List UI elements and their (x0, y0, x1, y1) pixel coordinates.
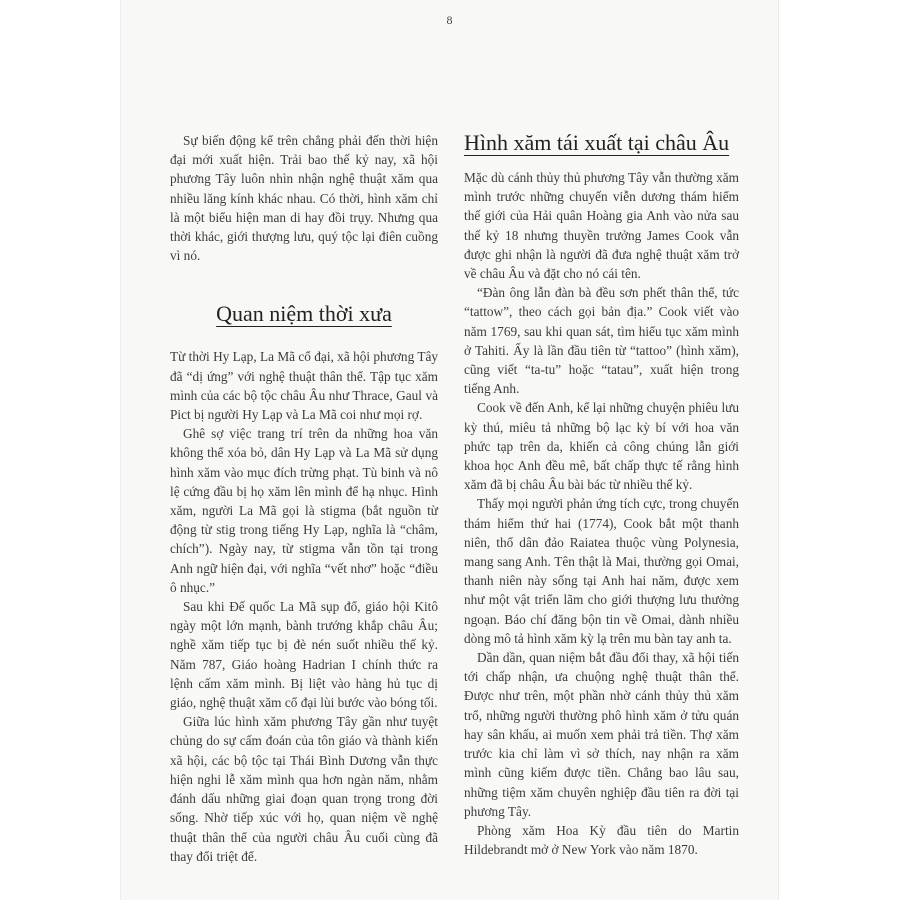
intro-paragraph: Sự biến động kể trên chẳng phải đến thời hiện đại mới xuất hiện. Trải bao thế kỷ nay, xã hội phương Tây luôn nhìn nhận nghệ thuật xăm qua nhiều lăng kính khác nhau. Có thời, hình xăm chỉ là một biểu hiện man di hay đồi trụy. Nhưng qua thời khác, giới thượng lưu, quý tộc lại điên cuồng vì nó. (170, 133, 438, 264)
body-paragraph: Phòng xăm Hoa Kỳ đầu tiên do Martin Hildebrandt mở ở New York vào năm 1870. (464, 822, 739, 858)
book-page (121, 0, 778, 900)
body-paragraph: Mặc dù cánh thủy thủ phương Tây vẫn thường xăm mình trước những chuyến viễn dương thám hiểm thế giới của Hải quân Hoàng gia Anh vào nửa sau thế kỷ 18 nhưng thuyền trưởng James Cook vẫn được ghi nhận là người đã đưa nghệ thuật xăm trở về châu Âu và đặt cho nó cái tên. (464, 170, 739, 282)
left-column (170, 131, 438, 866)
right-column (464, 130, 739, 859)
body-paragraph: Ghê sợ việc trang trí trên da những hoa văn không thể xóa bỏ, dân Hy Lạp và La Mã sử dụng hình xăm vào mục đích trừng phạt. Tù binh và nô lệ cứng đầu bị họ xăm lên mình để hạ nhục. Hình xăm, người La Mã gọi là stigma (bắt nguồn từ động từ stig trong tiếng Hy Lạp, nghĩa là “châm, chích”). Ngày nay, từ stigma vẫn tồn tại trong Anh ngữ hiện đại, với nghĩa “vết nhơ” hoặc “điều ô nhục.” (170, 426, 438, 595)
section-heading-ancient-views: Quan niệm thời xưa (216, 301, 392, 327)
body-paragraph: Giữa lúc hình xăm phương Tây gần như tuyệt chủng do sự cấm đoán của tôn giáo và thành kiến xã hội, các bộ tộc tại Thái Bình Dương vẫn thực hiện nghi lễ xăm mình qua hơn ngàn năm, nhằm đánh dấu những giai đoạn quan trọng trong đời sống. Nhờ tiếp xúc với họ, quan niệm về nghệ thuật thân thể của người châu Âu cuối cùng đã thay đổi triệt để. (170, 714, 438, 864)
page-number: 8 (446, 13, 453, 27)
body-paragraph: “Đàn ông lẫn đàn bà đều sơn phết thân thể, tức “tattow”, theo cách gọi bản địa.” Cook viết vào năm 1769, sau khi quan sát, tìm hiểu tục xăm mình ở Tahiti. Ấy là lần đầu tiên từ “tattoo” (hình xăm), cũng viết “ta-tu” hoặc “tatau”, xuất hiện trong tiếng Anh. (464, 285, 739, 397)
section-heading-tattoo-return: Hình xăm tái xuất tại châu Âu (464, 130, 730, 155)
body-paragraph: Thấy mọi người phản ứng tích cực, trong chuyến thám hiểm thứ hai (1774), Cook bắt một thanh niên, thổ dân đảo Raiatea thuộc vùng Polynesia, mang sang Anh. Tên thật là Mai, thường gọi Omai, thanh niên này sống tại Anh hai năm, được xem như một vật triển lãm cho giới thượng lưu thưởng ngoạn. Báo chí đăng bộn tin về Omai, dành nhiều dòng mô tả hình xăm kỳ lạ trên mu bàn tay anh ta. (464, 496, 739, 646)
body-paragraph: Cook về đến Anh, kể lại những chuyện phiêu lưu kỳ thú, miêu tả những bộ lạc kỳ bí với hoa văn phức tạp trên da, khiến cả công chúng lẫn giới khoa học Anh đều mê, bất chấp thực tế rằng hình xăm đã bị châu Âu bài bác từ nhiều thế kỷ. (464, 400, 739, 493)
body-paragraph: Sau khi Đế quốc La Mã sụp đổ, giáo hội Kitô ngày một lớn mạnh, bành trướng khắp châu Âu; nghề xăm tiếp tục bị đè nén suốt nhiều thế kỷ. Năm 787, Giáo hoàng Hadrian I chính thức ra lệnh cấm xăm mình. Bị liệt vào hàng hủ tục dị giáo, nghệ thuật xăm cổ đại lùi bước vào bóng tối. (170, 599, 438, 711)
body-paragraph: Dần dần, quan niệm bắt đầu đổi thay, xã hội tiến tới chấp nhận, ưa chuộng nghệ thuật thân thể. Được như trên, một phần nhờ cánh thủy thủ xăm trổ, những người thường phô hình xăm ở tửu quán hay sân khấu, ai muốn xem phải trả tiền. Thợ xăm trước kia chỉ làm vì sở thích, nay nhận ra xăm mình cũng kiếm được tiền. Chẳng bao lâu sau, những tiệm xăm chuyên nghiệp đầu tiên ra đời tại phương Tây. (464, 650, 739, 819)
body-paragraph: Từ thời Hy Lạp, La Mã cổ đại, xã hội phương Tây đã “dị ứng” với nghệ thuật thân thể. Tập tục xăm mình của các bộ tộc châu Âu như Thrace, Gaul và Pict bị người Hy Lạp và La Mã coi như mọi rợ. (170, 349, 438, 423)
